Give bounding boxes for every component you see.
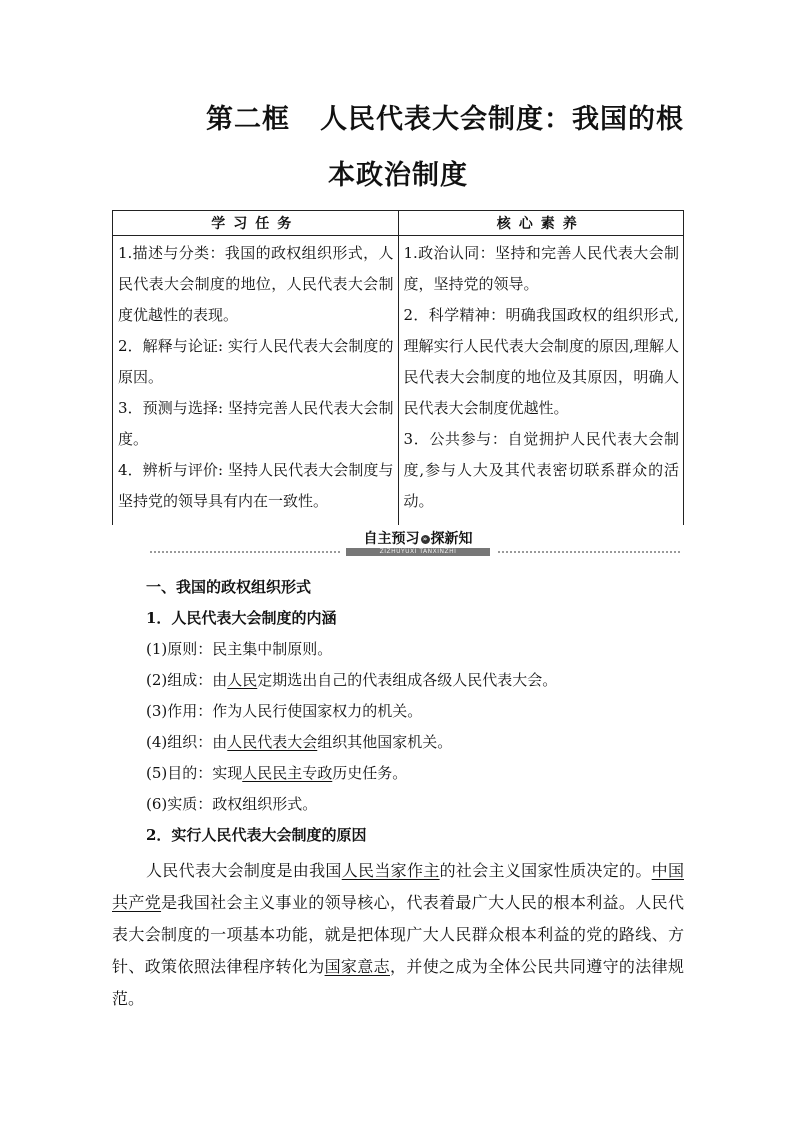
list-item: (1)原则：民主集中制原则。 bbox=[146, 640, 333, 658]
table-body-row bbox=[113, 236, 684, 526]
core-literacy-cell bbox=[398, 236, 684, 526]
header-learning-tasks: 学习任务 bbox=[113, 211, 399, 236]
list-item: (2)组成：由人民定期选出自己的代表组成各级人民代表大会。 bbox=[146, 671, 558, 689]
title-line-2: 本政治制度 bbox=[328, 160, 468, 191]
header-core-literacy: 核心素养 bbox=[398, 211, 684, 236]
literacy-item: 3．公共参与：自觉拥护人民代表大会制度,参与人大及其代表密切联系群众的活动。 bbox=[403, 430, 679, 510]
task-item: 1.描述与分类：我国的政权组织形式，人民代表大会制度的地位，人民代表大会制度优越性的表现。 bbox=[118, 244, 394, 324]
list-item: (4)组织：由人民代表大会组织其他国家机关。 bbox=[146, 733, 453, 751]
fill-in-answer: 人民代表大会 bbox=[227, 733, 318, 751]
section-heading: 一、我国的政权组织形式 bbox=[146, 578, 312, 596]
fill-in-answer: 人民当家作主 bbox=[341, 861, 440, 880]
list-item: (6)实质：政权组织形式。 bbox=[146, 795, 318, 813]
section-banner bbox=[150, 530, 680, 556]
fill-in-answer: 人民 bbox=[227, 671, 258, 689]
title-frame-label: 第二框 bbox=[206, 104, 290, 135]
banner-pinyin: ZIZHUYUXI TANXINZHI bbox=[346, 548, 490, 556]
task-item: 4．辨析与评价: 坚持人民代表大会制度与坚持党的领导具有内在一致性。 bbox=[118, 461, 394, 510]
banner-left-text: 自主预习 bbox=[363, 531, 420, 547]
fill-in-answer: 国家意志 bbox=[324, 957, 390, 976]
title-line-1 bbox=[112, 92, 684, 148]
list-item: (5)目的：实现人民民主专政历史任务。 bbox=[146, 764, 408, 782]
double-chevron-icon: » bbox=[421, 535, 430, 544]
objectives-table bbox=[112, 210, 684, 525]
title-text-1: 人民代表大会制度：我国的根 bbox=[320, 104, 684, 135]
body-paragraph: 人民代表大会制度是由我国人民当家作主的社会主义国家性质决定的。中国共产党是我国社会主义事业的领导核心，代表着最广大人民的根本利益。人民代表大会制度的一项基本功能，就是把体现广大人民群众根本利益的党的路线、方针、政策依照法律程序转化为国家意志，并使之成为全体公民共同遵守的法律规范。 bbox=[112, 861, 684, 1008]
banner-label bbox=[340, 530, 496, 556]
page-title bbox=[112, 92, 684, 204]
fill-in-answer: 中国共产党 bbox=[112, 861, 684, 912]
learning-tasks-cell bbox=[113, 236, 399, 526]
literacy-item: 1.政治认同：坚持和完善人民代表大会制度，坚持党的领导。 bbox=[403, 244, 679, 293]
task-item: 2．解释与论证: 实行人民代表大会制度的原因。 bbox=[118, 337, 394, 386]
banner-right-text: 探新知 bbox=[430, 531, 473, 547]
table-header-row bbox=[113, 211, 684, 236]
list-item: (3)作用：作为人民行使国家权力的机关。 bbox=[146, 702, 423, 720]
literacy-item: 2．科学精神：明确我国政权的组织形式,理解实行人民代表大会制度的原因,理解人民代表大会制度的地位及其原因，明确人民代表大会制度优越性。 bbox=[403, 306, 679, 417]
subsection-heading: 1．人民代表大会制度的内涵 bbox=[146, 609, 337, 627]
main-content bbox=[112, 572, 684, 1015]
subsection-heading: 2．实行人民代表大会制度的原因 bbox=[146, 826, 367, 844]
fill-in-answer: 人民民主专政 bbox=[242, 764, 333, 782]
task-item: 3．预测与选择: 坚持完善人民代表大会制度。 bbox=[118, 399, 394, 448]
